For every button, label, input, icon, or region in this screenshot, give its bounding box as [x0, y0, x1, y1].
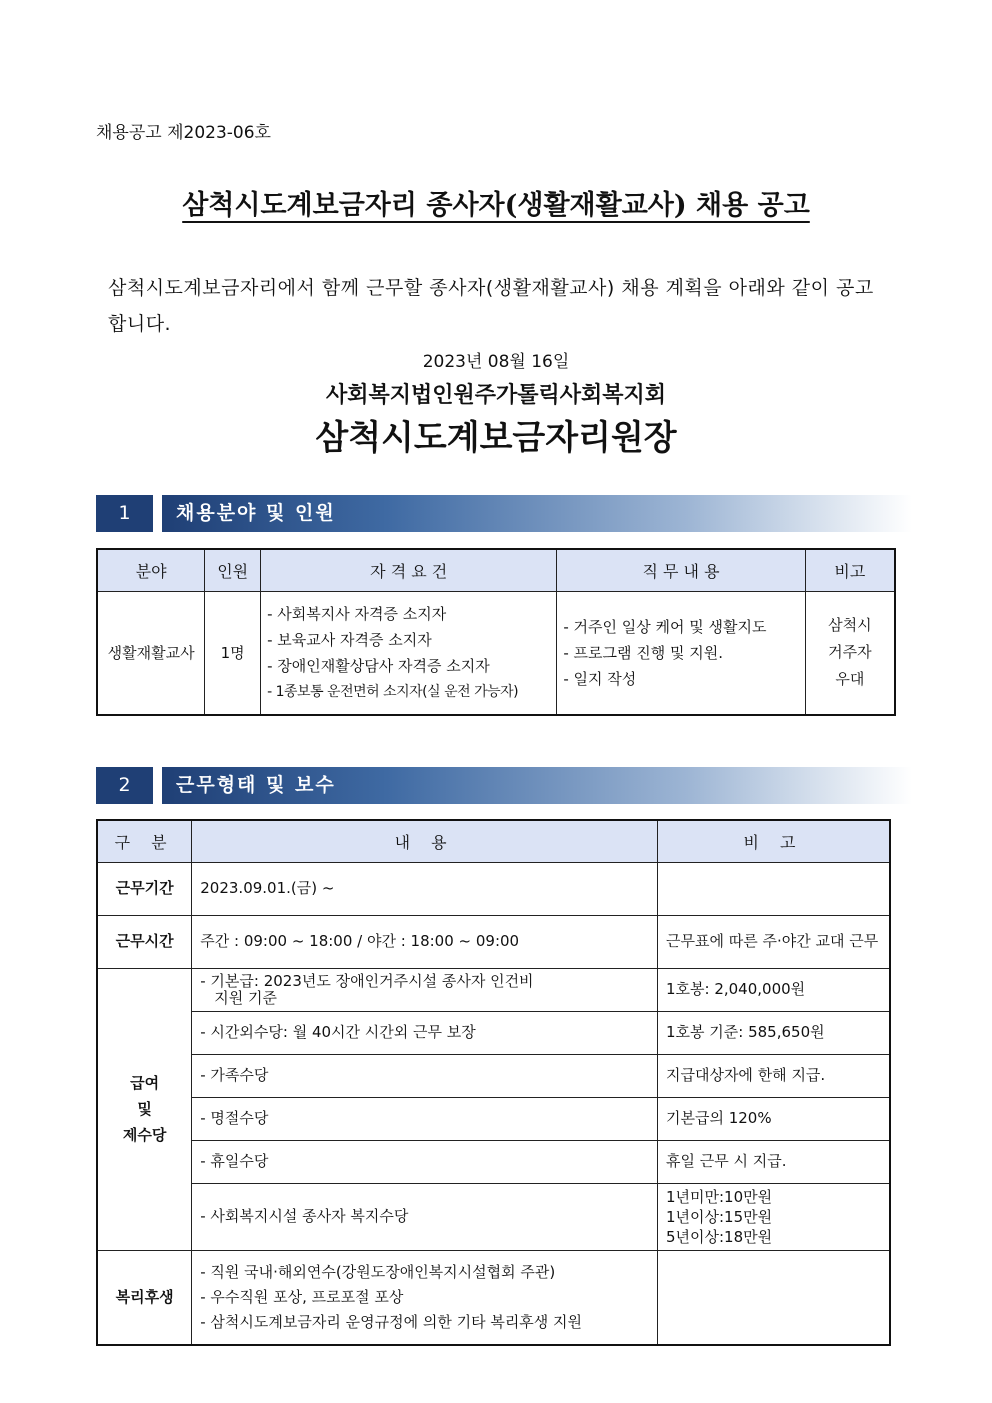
pay-item-cont: 지원 기준: [214, 988, 277, 1007]
pay-content: - 사회복지시설 종사자 복지수당: [192, 1183, 658, 1250]
table-row: [97, 1054, 890, 1097]
table-row: [97, 1140, 890, 1183]
section2-header: [96, 767, 912, 804]
page-title-text: 삼척시도계보금자리 종사자(생활재활교사) 채용 공고: [182, 190, 810, 221]
pay-note: 1호봉: 2,040,000원: [657, 968, 890, 1011]
table-row: [97, 915, 890, 968]
list-item: - 우수직원 포상, 프로포절 포상: [200, 1287, 404, 1306]
table-row: [97, 968, 890, 1011]
welfare-note: [657, 1250, 890, 1345]
header-qualifications: 자 격 요 건: [261, 549, 557, 591]
pay-content: - 가족수당: [192, 1054, 658, 1097]
note-line: 5년이상:18만원: [665, 1227, 773, 1246]
announcement-date: 2023년 08월 16일: [422, 352, 570, 372]
welfare-label: 복리후생: [97, 1250, 192, 1345]
note-line: 1년이상:15만원: [665, 1207, 773, 1226]
qualifications-cell: [261, 591, 557, 715]
section1-number: 1: [96, 495, 153, 532]
conditions-table: [96, 819, 891, 1346]
note-line: 우대: [835, 670, 865, 689]
pay-content: - 휴일수당: [192, 1140, 658, 1183]
note-line: 1년미만:10만원: [665, 1187, 773, 1206]
list-item: - 거주인 일상 케어 및 생활지도: [563, 617, 767, 636]
pay-note: 1호봉 기준: 585,650원: [657, 1011, 890, 1054]
pay-item: - 기본급: 2023년도 장애인거주시설 종사자 인건비: [200, 971, 534, 990]
intro-paragraph: 삼척시도계보금자리에서 함께 근무할 종사자(생활재활교사) 채용 계획을 아래와 같이 공고합니다.: [108, 277, 874, 335]
page-title: [96, 183, 896, 222]
pay-label: [97, 968, 192, 1250]
recruitment-table: [96, 548, 896, 716]
pay-note: 지급대상자에 한해 지급.: [657, 1054, 890, 1097]
table-row: [97, 862, 890, 915]
list-item: - 보육교사 자격증 소지자: [267, 630, 432, 649]
pay-note: [657, 1183, 890, 1250]
count-cell: 1명: [205, 591, 261, 715]
header-category: 구 분: [97, 820, 192, 862]
list-item: - 프로그램 진행 및 지원.: [563, 643, 723, 662]
hours-note: 근무표에 따른 주·야간 교대 근무: [657, 915, 890, 968]
pay-note: 기본급의 120%: [657, 1097, 890, 1140]
table-row: [97, 1097, 890, 1140]
header-content: 내 용: [192, 820, 658, 862]
section1-header: [96, 495, 912, 532]
table-row: [97, 1011, 890, 1054]
conditions-header-row: [97, 820, 890, 862]
list-item: - 삼척시도계보금자리 운영규정에 의한 기타 복리후생 지원: [200, 1312, 583, 1331]
period-label: 근무기간: [97, 862, 192, 915]
list-item: - 1종보통 운전면허 소지자(실 운전 가능자): [267, 683, 519, 700]
table-row: [97, 1250, 890, 1345]
notice-number: 채용공고 제2023-06호: [96, 123, 271, 143]
duties-cell: [557, 591, 805, 715]
list-item: - 사회복지사 자격증 소지자: [267, 604, 447, 623]
table-row: [97, 591, 895, 715]
header-field: 분야: [97, 549, 205, 591]
field-cell: 생활재활교사: [97, 591, 205, 715]
list-item: - 직원 국내·해외연수(강원도장애인복지시설협회 주관): [200, 1262, 556, 1281]
list-item: - 장애인재활상담사 자격증 소지자: [267, 656, 490, 675]
list-item: - 일지 작성: [563, 669, 637, 688]
pay-content: [192, 968, 658, 1011]
note-cell: [805, 591, 895, 715]
section2-number: 2: [96, 767, 153, 804]
hours-label: 근무시간: [97, 915, 192, 968]
period-note: [657, 862, 890, 915]
header-duties: 직 무 내 용: [557, 549, 805, 591]
header-note: 비고: [805, 549, 895, 591]
pay-label-line: 급여: [130, 1074, 160, 1092]
pay-content: - 명절수당: [192, 1097, 658, 1140]
note-line: 거주자: [828, 643, 872, 662]
pay-note: 휴일 근무 시 지급.: [657, 1140, 890, 1183]
header-remarks: 비 고: [657, 820, 890, 862]
recruitment-header-row: [97, 549, 895, 591]
note-line: 삼척시: [828, 616, 872, 635]
section1-title: 채용분야 및 인원: [162, 495, 912, 532]
section2-title: 근무형태 및 보수: [162, 767, 912, 804]
pay-content: - 시간외수당: 월 40시간 시간외 근무 보장: [192, 1011, 658, 1054]
welfare-content: [192, 1250, 658, 1345]
table-row: [97, 1183, 890, 1250]
pay-label-line: 제수당: [122, 1126, 167, 1144]
pay-label-line: 및: [137, 1100, 152, 1118]
organization-name: 사회복지법인원주가톨릭사회복지회: [325, 383, 667, 408]
director-title: 삼척시도계보금자리원장: [315, 418, 677, 458]
header-count: 인원: [205, 549, 261, 591]
hours-content: 주간 : 09:00 ~ 18:00 / 야간 : 18:00 ~ 09:00: [192, 915, 658, 968]
period-content: 2023.09.01.(금) ~: [192, 862, 658, 915]
